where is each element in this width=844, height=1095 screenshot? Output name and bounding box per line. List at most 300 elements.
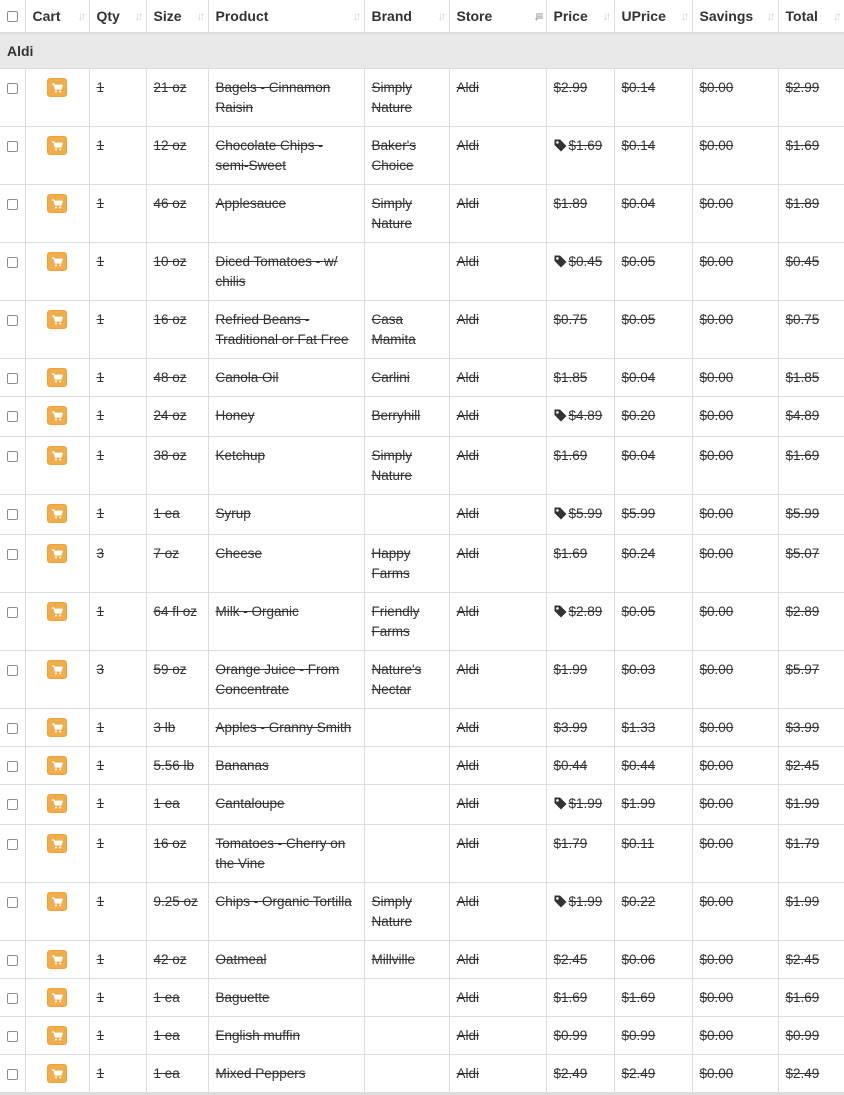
brand-cell: Casa Mamita: [364, 300, 449, 358]
sort-ascending-icon: ↓≡: [533, 9, 541, 23]
price-cell: [546, 534, 614, 592]
table-row: [0, 534, 844, 592]
add-to-cart-button[interactable]: [47, 406, 67, 425]
uprice-cell: $0.06: [614, 940, 692, 978]
total-cell: $5.97: [778, 650, 844, 708]
uprice-cell: $0.99: [614, 1016, 692, 1054]
select-cell: [0, 300, 25, 358]
savings-cell: $0.00: [692, 784, 778, 824]
shopping-cart-icon: [52, 955, 63, 965]
product-cell: English muffin: [208, 1016, 364, 1054]
product-cell: Syrup: [208, 494, 364, 534]
qty-cell: 1: [89, 882, 146, 940]
qty-cell: 1: [89, 358, 146, 396]
store-cell: Aldi: [449, 494, 546, 534]
select-cell: [0, 784, 25, 824]
size-cell: 10 oz: [146, 242, 208, 300]
total-cell: $2.45: [778, 940, 844, 978]
table-row: [0, 708, 844, 746]
price-cell: [546, 882, 614, 940]
price-value: $2.99: [553, 79, 588, 95]
header-size[interactable]: [146, 0, 208, 33]
price-value: $4.89: [568, 407, 603, 423]
cart-cell: [25, 824, 89, 882]
price-cell: [546, 396, 614, 436]
cart-cell: [25, 396, 89, 436]
sort-icon: ↓↑: [602, 9, 609, 23]
select-cell: [0, 436, 25, 494]
shopping-cart-icon: [52, 509, 63, 519]
total-cell: $1.85: [778, 358, 844, 396]
shopping-cart-icon: [52, 1031, 63, 1041]
shopping-cart-icon: [52, 83, 63, 93]
table-row: [0, 882, 844, 940]
add-to-cart-button[interactable]: [47, 834, 67, 853]
table-row: [0, 940, 844, 978]
brand-cell: Baker's Choice: [364, 126, 449, 184]
row-checkbox[interactable]: [7, 761, 18, 772]
add-to-cart-button[interactable]: [47, 794, 67, 813]
uprice-cell: $0.03: [614, 650, 692, 708]
row-checkbox[interactable]: [7, 509, 18, 520]
cart-cell: [25, 978, 89, 1016]
brand-cell: Nature's Nectar: [364, 650, 449, 708]
product-cell: Diced Tomatoes - w/ chilis: [208, 242, 364, 300]
select-cell: [0, 592, 25, 650]
select-cell: [0, 746, 25, 784]
size-cell: 48 oz: [146, 358, 208, 396]
header-label: Qty: [96, 8, 120, 24]
select-cell: [0, 396, 25, 436]
header-label: Product: [215, 8, 269, 24]
table-row: [0, 650, 844, 708]
store-cell: Aldi: [449, 534, 546, 592]
row-checkbox[interactable]: [7, 839, 18, 850]
header-qty[interactable]: [89, 0, 146, 33]
sort-icon: ↓↑: [196, 9, 203, 23]
add-to-cart-button[interactable]: [47, 504, 67, 523]
header-label: Total: [785, 8, 818, 24]
price-value: $1.85: [553, 369, 588, 385]
table-row: [0, 978, 844, 1016]
header-label: Cart: [32, 8, 61, 24]
product-cell: Cantaloupe: [208, 784, 364, 824]
sale-tag-icon: [554, 254, 567, 274]
row-checkbox[interactable]: [7, 549, 18, 560]
savings-cell: $0.00: [692, 978, 778, 1016]
header-cart[interactable]: [25, 0, 89, 33]
price-cell: [546, 592, 614, 650]
price-value: $0.44: [553, 757, 588, 773]
select-cell: [0, 494, 25, 534]
product-cell: Chocolate Chips - semi-Sweet: [208, 126, 364, 184]
shopping-cart-icon: [52, 257, 63, 267]
table-row: [0, 746, 844, 784]
store-cell: Aldi: [449, 940, 546, 978]
product-cell: Chips - Organic Tortilla: [208, 882, 364, 940]
table-row: [0, 494, 844, 534]
savings-cell: $0.00: [692, 940, 778, 978]
table-row: [0, 784, 844, 824]
select-cell: [0, 940, 25, 978]
store-cell: Aldi: [449, 358, 546, 396]
price-cell: [546, 746, 614, 784]
price-cell: [546, 1054, 614, 1093]
size-cell: 42 oz: [146, 940, 208, 978]
product-cell: Tomatoes - Cherry on the Vine: [208, 824, 364, 882]
row-checkbox[interactable]: [7, 451, 18, 462]
uprice-cell: $0.05: [614, 242, 692, 300]
uprice-cell: $0.22: [614, 882, 692, 940]
add-to-cart-button[interactable]: [47, 718, 67, 737]
table-row: [0, 126, 844, 184]
product-cell: Canola Oil: [208, 358, 364, 396]
sort-icon: ↓↑: [352, 9, 359, 23]
price-cell: [546, 126, 614, 184]
qty-cell: 1: [89, 708, 146, 746]
savings-cell: $0.00: [692, 358, 778, 396]
price-cell: [546, 300, 614, 358]
store-cell: Aldi: [449, 592, 546, 650]
cart-cell: [25, 534, 89, 592]
add-to-cart-button[interactable]: [47, 544, 67, 563]
product-cell: Applesauce: [208, 184, 364, 242]
qty-cell: 3: [89, 534, 146, 592]
savings-cell: $0.00: [692, 1054, 778, 1093]
select-all-checkbox[interactable]: [7, 11, 18, 22]
row-checkbox[interactable]: [7, 607, 18, 618]
select-cell: [0, 358, 25, 396]
row-checkbox[interactable]: [7, 1069, 18, 1080]
row-checkbox[interactable]: [7, 411, 18, 422]
savings-cell: $0.00: [692, 68, 778, 126]
table-row: [0, 1054, 844, 1093]
header-store[interactable]: [449, 0, 546, 33]
product-cell: Bananas: [208, 746, 364, 784]
qty-cell: 1: [89, 940, 146, 978]
total-cell: $1.99: [778, 882, 844, 940]
select-cell: [0, 650, 25, 708]
row-checkbox[interactable]: [7, 723, 18, 734]
price-cell: [546, 68, 614, 126]
shopping-cart-icon: [52, 315, 63, 325]
sort-icon: ↓↑: [437, 9, 444, 23]
shopping-cart-icon: [52, 839, 63, 849]
add-to-cart-button[interactable]: [47, 136, 67, 155]
price-cell: [546, 1016, 614, 1054]
brand-cell: Happy Farms: [364, 534, 449, 592]
size-cell: 9.25 oz: [146, 882, 208, 940]
add-to-cart-button[interactable]: [47, 892, 67, 911]
header-label: Brand: [371, 8, 412, 24]
row-checkbox[interactable]: [7, 1031, 18, 1042]
header-label: Store: [456, 8, 493, 24]
store-cell: Aldi: [449, 882, 546, 940]
brand-cell: Simply Nature: [364, 882, 449, 940]
add-to-cart-button[interactable]: [47, 194, 67, 213]
total-cell: $5.99: [778, 494, 844, 534]
sale-tag-icon: [554, 604, 567, 624]
total-cell: $0.75: [778, 300, 844, 358]
shopping-cart-icon: [52, 993, 63, 1003]
qty-cell: 1: [89, 824, 146, 882]
row-checkbox[interactable]: [7, 257, 18, 268]
total-cell: $1.69: [778, 436, 844, 494]
brand-cell: Berryhill: [364, 396, 449, 436]
total-cell: $1.69: [778, 126, 844, 184]
add-to-cart-button[interactable]: [47, 756, 67, 775]
table-row: [0, 592, 844, 650]
store-cell: Aldi: [449, 126, 546, 184]
table-row: [0, 1016, 844, 1054]
shopping-cart-icon: [52, 723, 63, 733]
price-cell: [546, 940, 614, 978]
add-to-cart-button[interactable]: [47, 660, 67, 679]
brand-cell: Simply Nature: [364, 184, 449, 242]
brand-cell: [364, 784, 449, 824]
table-row: [0, 358, 844, 396]
total-cell: $1.79: [778, 824, 844, 882]
add-to-cart-button[interactable]: [47, 252, 67, 271]
qty-cell: 1: [89, 1054, 146, 1093]
size-cell: 21 oz: [146, 68, 208, 126]
uprice-cell: $5.99: [614, 494, 692, 534]
product-cell: Honey: [208, 396, 364, 436]
select-cell: [0, 534, 25, 592]
savings-cell: $0.00: [692, 1016, 778, 1054]
price-cell: [546, 824, 614, 882]
store-cell: Aldi: [449, 68, 546, 126]
brand-cell: [364, 494, 449, 534]
size-cell: 46 oz: [146, 184, 208, 242]
product-cell: Cheese: [208, 534, 364, 592]
price-value: $1.99: [568, 893, 603, 909]
cart-cell: [25, 184, 89, 242]
size-cell: 12 oz: [146, 126, 208, 184]
size-cell: 38 oz: [146, 436, 208, 494]
add-to-cart-button[interactable]: [47, 950, 67, 969]
price-cell: [546, 784, 614, 824]
size-cell: 1 ea: [146, 494, 208, 534]
table-row: [0, 436, 844, 494]
cart-cell: [25, 708, 89, 746]
shopping-cart-icon: [52, 799, 63, 809]
header-total[interactable]: [778, 0, 844, 33]
shopping-cart-icon: [52, 665, 63, 675]
size-cell: 5.56 lb: [146, 746, 208, 784]
qty-cell: 1: [89, 396, 146, 436]
cart-cell: [25, 746, 89, 784]
savings-cell: $0.00: [692, 126, 778, 184]
price-value: $1.79: [553, 835, 588, 851]
uprice-cell: $0.04: [614, 358, 692, 396]
uprice-cell: $1.69: [614, 978, 692, 1016]
cart-cell: [25, 68, 89, 126]
qty-cell: 1: [89, 1016, 146, 1054]
uprice-cell: $2.49: [614, 1054, 692, 1093]
store-cell: Aldi: [449, 708, 546, 746]
shopping-cart-icon: [52, 411, 63, 421]
row-checkbox[interactable]: [7, 897, 18, 908]
qty-cell: 1: [89, 784, 146, 824]
product-cell: Mixed Peppers: [208, 1054, 364, 1093]
store-cell: Aldi: [449, 396, 546, 436]
brand-cell: [364, 746, 449, 784]
savings-cell: $0.00: [692, 650, 778, 708]
row-checkbox[interactable]: [7, 993, 18, 1004]
sort-icon: ↓↑: [766, 9, 773, 23]
brand-cell: Carlini: [364, 358, 449, 396]
cart-cell: [25, 650, 89, 708]
savings-cell: $0.00: [692, 824, 778, 882]
size-cell: 64 fl oz: [146, 592, 208, 650]
row-checkbox[interactable]: [7, 83, 18, 94]
savings-cell: $0.00: [692, 592, 778, 650]
shopping-cart-icon: [52, 1069, 63, 1079]
price-value: $1.69: [568, 137, 603, 153]
cart-cell: [25, 126, 89, 184]
price-value: $0.45: [568, 253, 603, 269]
table-row: [0, 242, 844, 300]
sort-icon: ↓↑: [77, 9, 84, 23]
select-cell: [0, 1054, 25, 1093]
price-cell: [546, 184, 614, 242]
header-label: Size: [153, 8, 182, 24]
select-cell: [0, 978, 25, 1016]
add-to-cart-button[interactable]: [47, 988, 67, 1007]
brand-cell: [364, 1016, 449, 1054]
qty-cell: 1: [89, 184, 146, 242]
header-uprice[interactable]: [614, 0, 692, 33]
select-cell: [0, 242, 25, 300]
store-cell: Aldi: [449, 242, 546, 300]
uprice-cell: $0.44: [614, 746, 692, 784]
row-checkbox[interactable]: [7, 955, 18, 966]
brand-cell: [364, 242, 449, 300]
qty-cell: 1: [89, 436, 146, 494]
store-cell: Aldi: [449, 746, 546, 784]
price-value: $1.99: [553, 661, 588, 677]
select-cell: [0, 126, 25, 184]
product-cell: Baguette: [208, 978, 364, 1016]
shopping-cart-icon: [52, 761, 63, 771]
qty-cell: 3: [89, 650, 146, 708]
row-checkbox[interactable]: [7, 799, 18, 810]
table-row: [0, 68, 844, 126]
qty-cell: 1: [89, 746, 146, 784]
add-to-cart-button[interactable]: [47, 1026, 67, 1045]
add-to-cart-button[interactable]: [47, 78, 67, 97]
header-savings[interactable]: [692, 0, 778, 33]
brand-cell: [364, 1054, 449, 1093]
uprice-cell: $0.24: [614, 534, 692, 592]
row-checkbox[interactable]: [7, 665, 18, 676]
size-cell: 1 ea: [146, 1016, 208, 1054]
price-cell: [546, 708, 614, 746]
size-cell: 16 oz: [146, 300, 208, 358]
cart-cell: [25, 1016, 89, 1054]
qty-cell: 1: [89, 68, 146, 126]
uprice-cell: $1.33: [614, 708, 692, 746]
header-price[interactable]: [546, 0, 614, 33]
qty-cell: 1: [89, 126, 146, 184]
total-cell: $5.07: [778, 534, 844, 592]
add-to-cart-button[interactable]: [47, 602, 67, 621]
row-checkbox[interactable]: [7, 373, 18, 384]
header-brand[interactable]: [364, 0, 449, 33]
brand-cell: Millville: [364, 940, 449, 978]
header-label: UPrice: [621, 8, 666, 24]
qty-cell: 1: [89, 494, 146, 534]
size-cell: 1 ea: [146, 978, 208, 1016]
cart-cell: [25, 1054, 89, 1093]
price-value: $1.69: [553, 447, 588, 463]
cart-cell: [25, 300, 89, 358]
select-cell: [0, 1016, 25, 1054]
price-value: $2.45: [553, 951, 588, 967]
savings-cell: $0.00: [692, 534, 778, 592]
total-cell: $2.99: [778, 68, 844, 126]
price-value: $2.49: [553, 1065, 588, 1081]
add-to-cart-button[interactable]: [47, 446, 67, 465]
price-cell: [546, 650, 614, 708]
brand-cell: Friendly Farms: [364, 592, 449, 650]
savings-cell: $0.00: [692, 746, 778, 784]
uprice-cell: $0.04: [614, 184, 692, 242]
shopping-cart-icon: [52, 199, 63, 209]
header-product[interactable]: [208, 0, 364, 33]
price-cell: [546, 358, 614, 396]
uprice-cell: $0.14: [614, 68, 692, 126]
select-cell: [0, 68, 25, 126]
row-checkbox[interactable]: [7, 199, 18, 210]
add-to-cart-button[interactable]: [47, 368, 67, 387]
shopping-cart-icon: [52, 897, 63, 907]
product-cell: Apples - Granny Smith: [208, 708, 364, 746]
qty-cell: 1: [89, 592, 146, 650]
sale-tag-icon: [554, 138, 567, 158]
sort-icon: ↓↑: [134, 9, 141, 23]
total-cell: $2.89: [778, 592, 844, 650]
row-checkbox[interactable]: [7, 315, 18, 326]
add-to-cart-button[interactable]: [47, 310, 67, 329]
row-checkbox[interactable]: [7, 141, 18, 152]
savings-cell: $0.00: [692, 300, 778, 358]
sort-icon: ↓↑: [680, 9, 687, 23]
price-value: $2.89: [568, 603, 603, 619]
store-cell: Aldi: [449, 978, 546, 1016]
sale-tag-icon: [554, 408, 567, 428]
size-cell: 24 oz: [146, 396, 208, 436]
shopping-cart-icon: [52, 451, 63, 461]
uprice-cell: $0.05: [614, 300, 692, 358]
sale-tag-icon: [554, 506, 567, 526]
brand-cell: Simply Nature: [364, 436, 449, 494]
price-value: $0.75: [553, 311, 588, 327]
savings-cell: $0.00: [692, 494, 778, 534]
table-row: [0, 824, 844, 882]
sort-icon: ↓↑: [833, 9, 839, 23]
qty-cell: 1: [89, 978, 146, 1016]
total-cell: $1.69: [778, 978, 844, 1016]
product-cell: Orange Juice - From Concentrate: [208, 650, 364, 708]
add-to-cart-button[interactable]: [47, 1064, 67, 1083]
price-value: $1.69: [553, 545, 588, 561]
cart-cell: [25, 882, 89, 940]
cart-cell: [25, 940, 89, 978]
uprice-cell: $0.14: [614, 126, 692, 184]
header-select-all: [0, 0, 25, 33]
